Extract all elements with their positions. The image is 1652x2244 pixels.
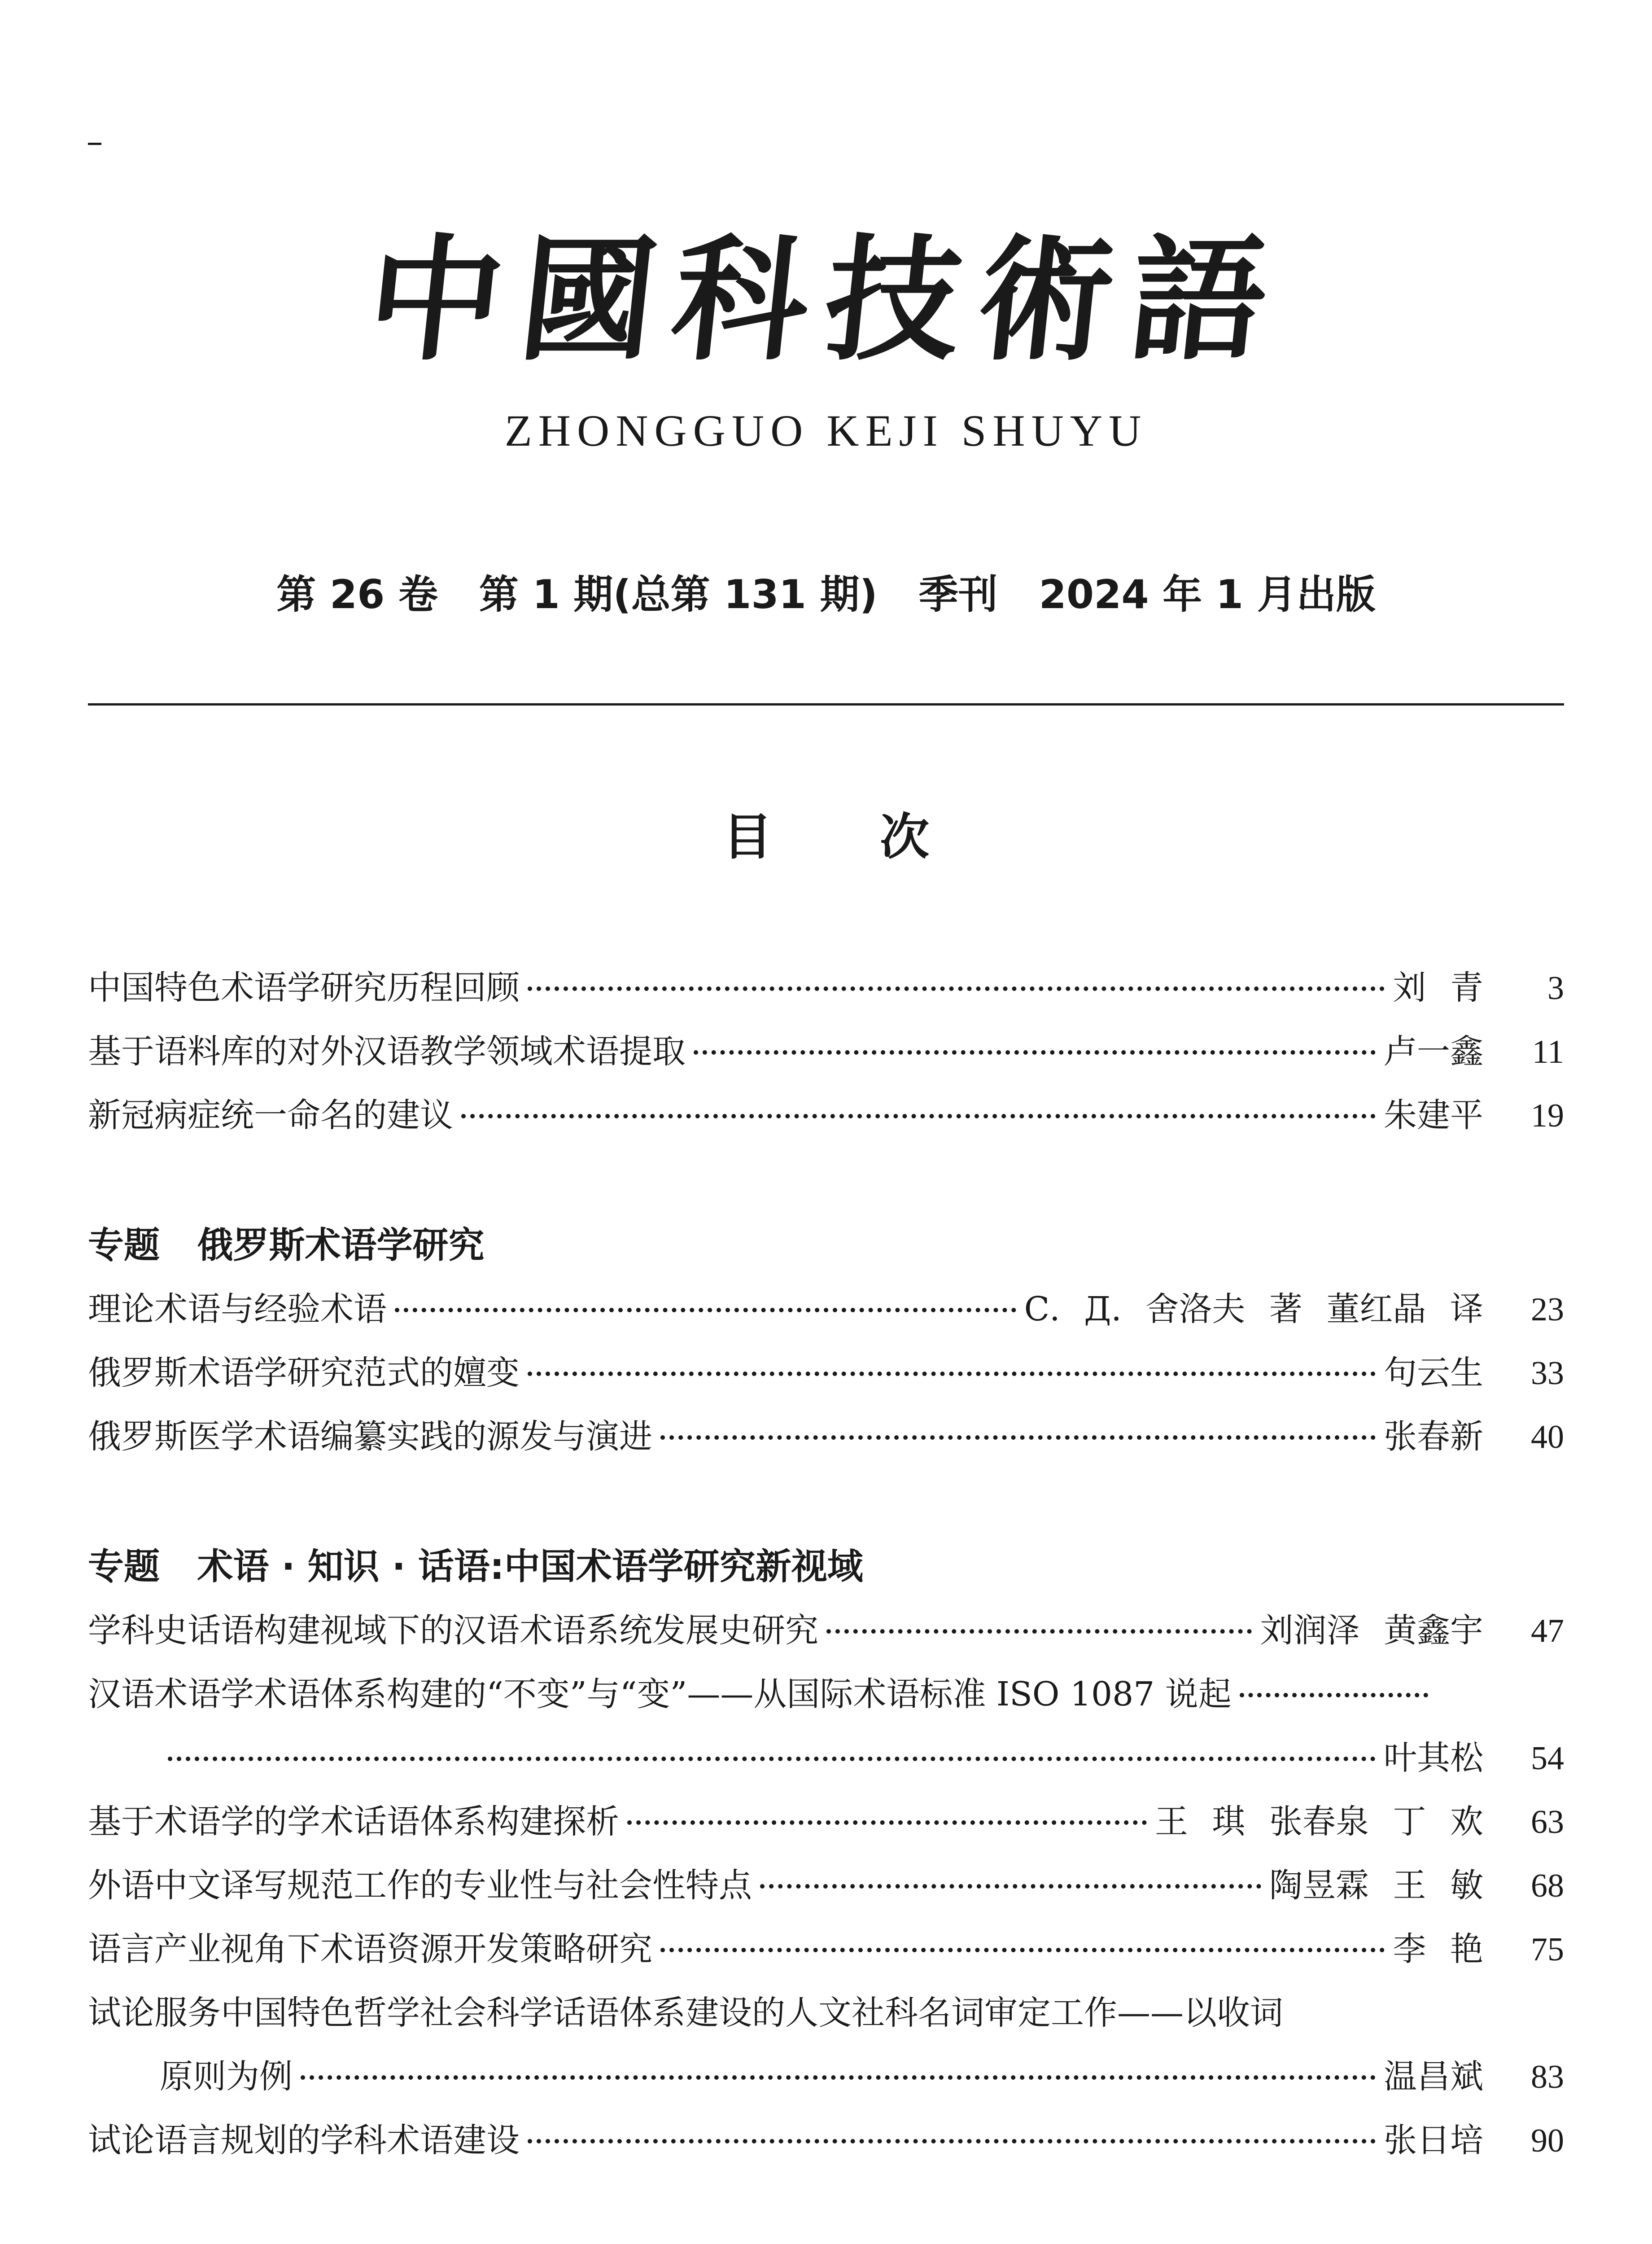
entry-page: 47	[1531, 1613, 1564, 1649]
entry-author: 刘 青	[1393, 969, 1483, 1007]
issue-line: 第 26 卷 第 1 期(总第 131 期) 季刊 2024 年 1 月出版	[276, 571, 1376, 618]
toc-entry[interactable]	[88, 1981, 1564, 2045]
leader-dots	[826, 1629, 1252, 1634]
section-heading: 专题 术语 · 知识 · 话语:中国术语学研究新视域	[88, 1546, 863, 1587]
entry-title: 试论语言规划的学科术语建设	[88, 2121, 520, 2160]
entry-page: 63	[1531, 1804, 1564, 1841]
entry-page: 90	[1531, 2122, 1564, 2159]
entry-title: 语言产业视角下术语资源开发策略研究	[88, 1930, 652, 1968]
toc-entry[interactable]	[88, 1599, 1564, 1662]
corner-mark	[88, 143, 101, 145]
leader-dots	[694, 1050, 1376, 1055]
toc-entry-continued[interactable]	[88, 1726, 1564, 1790]
leader-dots	[168, 1757, 1376, 1761]
entry-page: 23	[1531, 1291, 1564, 1328]
entry-title: 基于语料库的对外汉语教学领域术语提取	[88, 1032, 686, 1071]
leader-dots	[660, 1435, 1376, 1440]
journal-logo: 中國科技術語	[360, 222, 1292, 379]
entry-author: 温昌斌	[1384, 2057, 1483, 2096]
entry-title: 外语中文译写规范工作的专业性与社会性特点	[88, 1866, 752, 1905]
entry-title: 试论服务中国特色哲学社会科学话语体系建设的人文社科名词审定工作——以收词	[88, 1994, 1283, 2032]
entry-title-continued: 原则为例	[160, 2057, 293, 2096]
section-gap	[88, 1147, 1564, 1214]
leader-dots	[528, 2139, 1376, 2143]
entry-page: 3	[1547, 970, 1564, 1007]
toc-heading: 目次	[723, 808, 1037, 866]
table-of-contents	[88, 956, 1564, 2172]
entry-author: 刘润泽 黄鑫宇	[1260, 1611, 1483, 1650]
entry-page: 19	[1531, 1097, 1564, 1134]
entry-title: 新冠病症统一命名的建议	[88, 1096, 453, 1135]
leader-dots	[528, 1372, 1376, 1376]
toc-entry[interactable]	[88, 1405, 1564, 1468]
entry-title: 中国特色术语学研究历程回顾	[88, 969, 520, 1007]
leader-dots	[627, 1820, 1147, 1825]
section-heading: 专题 俄罗斯术语学研究	[88, 1224, 485, 1266]
toc-entry[interactable]	[88, 1083, 1564, 1147]
entry-title: 学科史话语构建视域下的汉语术语系统发展史研究	[88, 1611, 818, 1650]
entry-title: 理论术语与经验术语	[88, 1290, 387, 1328]
entry-page: 75	[1531, 1931, 1564, 1968]
toc-entry[interactable]	[88, 1341, 1564, 1405]
entry-author: 张春新	[1384, 1417, 1483, 1456]
entry-title: 俄罗斯医学术语编纂实践的源发与演进	[88, 1417, 652, 1456]
toc-entry-continued[interactable]	[88, 2045, 1564, 2108]
entry-title: 汉语术语学术语体系构建的“不变”与“变”——从国际术语标准 ISO 1087 说起	[88, 1675, 1232, 1714]
entry-page: 40	[1531, 1419, 1564, 1455]
section-gap	[88, 1468, 1564, 1535]
toc-entry[interactable]	[88, 1020, 1564, 1083]
entry-author: 李 艳	[1393, 1930, 1483, 1968]
leader-dots	[1240, 1693, 1428, 1697]
toc-entry[interactable]	[88, 2108, 1564, 2172]
entry-page: 11	[1532, 1034, 1564, 1070]
entry-page: 83	[1531, 2059, 1564, 2095]
toc-entry[interactable]	[88, 956, 1564, 1020]
leader-dots	[660, 1948, 1385, 1952]
divider	[88, 703, 1564, 706]
entry-author: 陶昱霖 王 敏	[1269, 1866, 1483, 1905]
entry-page: 33	[1531, 1355, 1564, 1392]
toc-entry[interactable]	[88, 1790, 1564, 1854]
toc-entry[interactable]	[88, 1917, 1564, 1981]
entry-author: С. Д. 舍洛夫 著 董红晶 译	[1024, 1290, 1483, 1328]
leader-dots	[301, 2075, 1376, 2080]
journal-pinyin: ZHONGGUO KEJI SHUYU	[504, 406, 1148, 456]
entry-author: 句云生	[1384, 1354, 1483, 1392]
leader-dots	[461, 1114, 1376, 1118]
entry-author: 叶其松	[1384, 1739, 1483, 1777]
leader-dots	[528, 986, 1385, 991]
leader-dots	[395, 1308, 1016, 1312]
entry-author: 朱建平	[1384, 1096, 1483, 1135]
entry-author: 张日培	[1384, 2121, 1483, 2160]
entry-page: 68	[1531, 1867, 1564, 1904]
toc-entry[interactable]	[88, 1662, 1564, 1726]
toc-entry[interactable]	[88, 1277, 1564, 1341]
entry-author: 卢一鑫	[1384, 1032, 1483, 1071]
entry-title: 俄罗斯术语学研究范式的嬗变	[88, 1354, 520, 1392]
entry-title: 基于术语学的学术话语体系构建探析	[88, 1802, 619, 1841]
leader-dots	[760, 1884, 1261, 1889]
entry-page: 54	[1531, 1740, 1564, 1777]
entry-author: 王 琪 张春泉 丁 欢	[1154, 1802, 1483, 1841]
toc-entry[interactable]	[88, 1854, 1564, 1917]
